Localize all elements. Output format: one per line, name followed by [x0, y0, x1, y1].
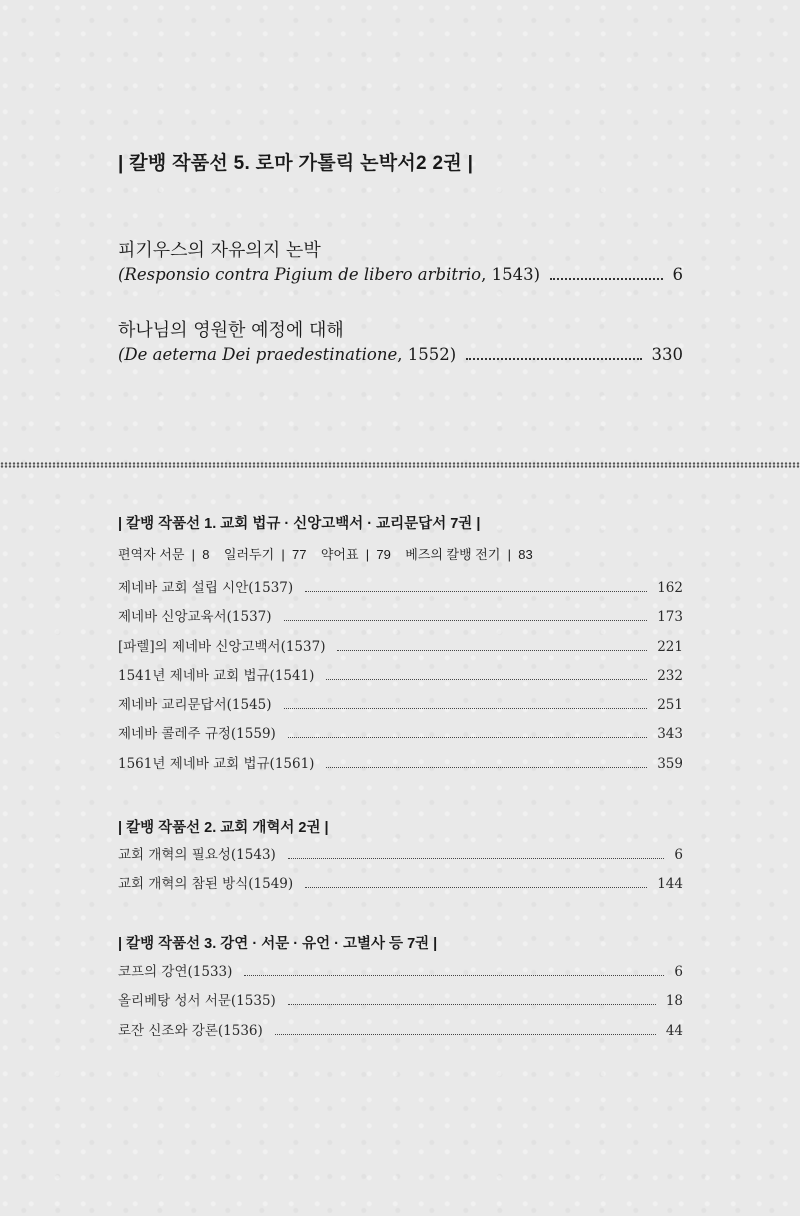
page-number: 162: [657, 580, 683, 596]
item-label: 교회 개혁의 참된 방식(1549): [118, 876, 294, 893]
dot-leader: [305, 887, 647, 888]
item-label: 코프의 강연(1533): [118, 964, 233, 980]
dot-leader: [275, 1034, 656, 1035]
list-item: [118, 960, 683, 989]
item-label: 교회 개혁의 필요성(1543): [118, 847, 276, 863]
dot-leader: [288, 737, 647, 738]
page-number: 251: [657, 697, 683, 714]
volume5-title: | 칼뱅 작품선 5. 로마 가톨릭 논박서2 2권 |: [118, 153, 474, 174]
page-number: 343: [657, 726, 683, 743]
volume2-title: | 칼뱅 작품선 2. 교회 개혁서 2권 |: [118, 820, 329, 836]
list-item: [118, 635, 683, 664]
volume3-list: [118, 960, 683, 1048]
item-label: 제네바 교회 설립 시안(1537): [118, 580, 294, 596]
entry-year: , 1543): [481, 265, 541, 284]
dot-leader: [244, 975, 664, 976]
latin-title: (Responsio contra Pigium de libero arbitrio: [118, 265, 482, 284]
front-matter-line: [118, 544, 533, 563]
volume3-title: | 칼뱅 작품선 3. 강연 · 서문 · 유언 · 고별사 등 7권 |: [118, 936, 438, 952]
volume1-list: [118, 576, 683, 781]
page-number: 144: [657, 876, 683, 893]
page-number: 44: [665, 1022, 683, 1039]
front-matter-text: 편역자 서문 | 8 일러두기 | 77 약어표 | 79 베즈의 칼뱅 전기 | 83: [118, 547, 533, 562]
item-label: 제네바 콜레주 규정(1559): [118, 726, 276, 743]
volume1-title: | 칼뱅 작품선 1. 교회 법규 · 신앙고백서 · 교리문답서 7권 |: [118, 516, 481, 532]
entry-year: , 1552): [397, 345, 457, 364]
dot-leader: [284, 708, 648, 709]
page-number: 6: [672, 265, 683, 284]
list-item: [118, 605, 683, 634]
list-item: [118, 664, 683, 693]
page-number: 6: [674, 964, 683, 980]
dot-leader: [305, 591, 647, 592]
page-number: 330: [651, 345, 683, 364]
item-label: 1541년 제네바 교회 법규(1541): [118, 667, 315, 684]
dot-leader: [288, 858, 665, 859]
entry-title: 하나님의 영원한 예정에 대해: [118, 320, 344, 341]
dot-leader: [326, 679, 647, 680]
list-item: [118, 576, 683, 605]
page-number: 18: [665, 993, 683, 1010]
list-item: [118, 693, 683, 722]
list-item: [118, 872, 683, 901]
dot-leader: [466, 358, 641, 360]
page-number: 173: [657, 609, 683, 626]
item-label: 제네바 교리문답서(1545): [118, 697, 272, 714]
dot-leader: [326, 767, 647, 768]
page-number: 359: [657, 755, 683, 772]
item-label: 제네바 신앙교육서(1537): [118, 609, 272, 626]
list-item: [118, 1019, 683, 1048]
list-item: [118, 752, 683, 781]
dot-leader: [337, 650, 647, 651]
entry-line: [118, 345, 683, 365]
dot-leader: [284, 620, 648, 621]
list-item: [118, 843, 683, 872]
entry-line: [118, 265, 683, 285]
item-label: [파렐]의 제네바 신앙고백서(1537): [118, 638, 326, 655]
dot-leader: [288, 1004, 656, 1005]
dot-leader: [550, 278, 662, 280]
list-item: [118, 722, 683, 751]
latin-title: (De aeterna Dei praedestinatione: [118, 345, 398, 364]
dotted-divider: [0, 462, 800, 468]
volume2-list: [118, 843, 683, 902]
entry-title: 피기우스의 자유의지 논박: [118, 240, 321, 261]
item-label: 올리베탕 성서 서문(1535): [118, 993, 276, 1010]
list-item: [118, 989, 683, 1018]
page-number: 6: [674, 847, 683, 863]
item-label: 1561년 제네바 교회 법규(1561): [118, 755, 315, 772]
page-number: 232: [657, 667, 683, 684]
page-number: 221: [657, 638, 683, 655]
item-label: 로잔 신조와 강론(1536): [118, 1022, 263, 1039]
